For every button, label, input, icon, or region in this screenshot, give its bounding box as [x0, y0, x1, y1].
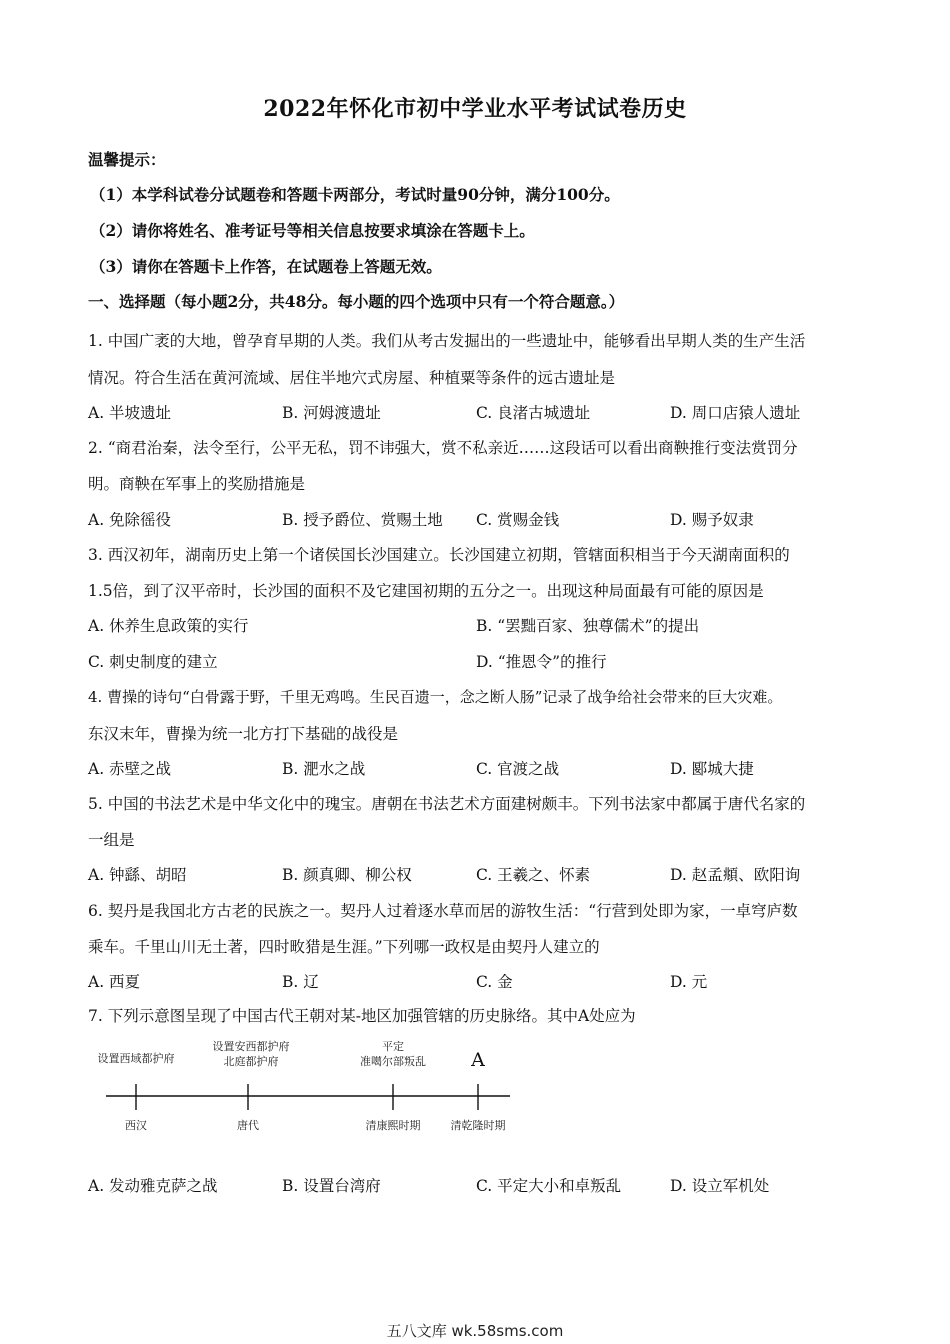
- question-7-line-1: 7. 下列示意图呈现了中国古代王朝对某-地区加强管辖的历史脉络。其中A处应为: [88, 1007, 636, 1025]
- question-6-option-b: B. 辽: [282, 973, 319, 991]
- question-2-option-b: B. 授予爵位、赏赐土地: [282, 511, 443, 529]
- question-2-option-a: A. 免除徭役: [88, 511, 172, 529]
- footer-watermark: 五八文库 wk.58sms.com: [386, 1322, 564, 1340]
- timeline-label-a: A: [471, 1049, 485, 1071]
- question-6-option-d: D. 元: [670, 973, 708, 991]
- timeline-label-pingding: 平定: [382, 1040, 404, 1053]
- question-6-option-a: A. 西夏: [88, 973, 141, 991]
- question-4-option-b: B. 淝水之战: [282, 760, 366, 778]
- question-1-option-b: B. 河姆渡遗址: [282, 404, 381, 422]
- question-2-line-2: 明。商鞅在军事上的奖励措施是: [88, 475, 306, 493]
- question-1-option-a: A. 半坡遗址: [88, 404, 172, 422]
- question-6-line-1: 6. 契丹是我国北方古老的民族之一。契丹人过着逐水草而居的游牧生活：“行营到处即为家，一卓穹庐数: [88, 902, 798, 920]
- question-3-line-1: 3. 西汉初年，湖南历史上第一个诸侯国长沙国建立。长沙国建立初期，管辖面积相当于今天湖南面积的: [88, 546, 790, 564]
- timeline-label-xiyu: 设置西域都护府: [97, 1052, 175, 1065]
- question-2-option-c: C. 赏赐金钱: [476, 511, 560, 529]
- question-5-option-b: B. 颜真卿、柳公权: [282, 866, 412, 884]
- timeline-era-qianlong: 清乾隆时期: [450, 1119, 506, 1132]
- timeline-diagram: [88, 1036, 528, 1142]
- question-3-option-b: B. “罢黜百家、独尊儒术”的提出: [476, 617, 700, 635]
- timeline-label-zhungeer: 准噶尔部叛乱: [360, 1055, 426, 1068]
- section-heading: 一、选择题（每小题2分，共48分。每小题的四个选项中只有一个符合题意。）: [88, 292, 625, 311]
- question-5-line-2: 一组是: [88, 831, 135, 849]
- question-6-option-c: C. 金: [476, 973, 513, 991]
- question-5-option-a: A. 钟繇、胡昭: [88, 866, 187, 884]
- tips-heading: 温馨提示：: [88, 150, 166, 169]
- question-3-option-d: D. “推恩令”的推行: [476, 653, 607, 671]
- timeline-era-kangxi: 清康熙时期: [365, 1119, 421, 1132]
- tip-item-1: （1）本学科试卷分试题卷和答题卡两部分，考试时量90分钟，满分100分。: [90, 185, 620, 204]
- question-1-line-1: 1. 中国广袤的大地，曾孕育早期的人类。我们从考古发掘出的一些遗址中，能够看出早期人类的生产生活: [88, 332, 806, 350]
- question-5-line-1: 5. 中国的书法艺术是中华文化中的瑰宝。唐朝在书法艺术方面建树颇丰。下列书法家中都属于唐代名家的: [88, 795, 806, 813]
- question-5-option-c: C. 王羲之、怀素: [476, 866, 591, 884]
- question-3-option-c: C. 刺史制度的建立: [88, 653, 218, 671]
- question-1-option-c: C. 良渚古城遗址: [476, 404, 591, 422]
- question-1-option-d: D. 周口店猿人遗址: [670, 404, 801, 422]
- timeline-era-xihan: 西汉: [125, 1119, 147, 1132]
- question-2-line-1: 2. “商君治秦，法令至行，公平无私，罚不讳强大，赏不私亲近……这段话可以看出商鞅推行变法赏罚分: [88, 439, 798, 457]
- tip-item-2: （2）请你将姓名、准考证号等相关信息按要求填涂在答题卡上。: [90, 221, 535, 240]
- question-4-option-d: D. 郾城大捷: [670, 760, 754, 778]
- question-4-option-c: C. 官渡之战: [476, 760, 560, 778]
- timeline-label-anxi: 设置安西都护府: [212, 1040, 290, 1053]
- question-3-line-2: 1.5倍，到了汉平帝时，长沙国的面积不及它建国初期的五分之一。出现这种局面最有可能的原因是: [88, 582, 764, 600]
- question-4-option-a: A. 赤壁之战: [88, 760, 172, 778]
- page-title: 2022年怀化市初中学业水平考试试卷历史: [263, 96, 687, 122]
- question-7-option-a: A. 发动雅克萨之战: [88, 1177, 218, 1195]
- question-5-option-d: D. 赵孟頫、欧阳询: [670, 866, 801, 884]
- question-4-line-1: 4. 曹操的诗句“白骨露于野，千里无鸡鸣。生民百遗一，念之断人肠”记录了战争给社会带来的巨大灾难。: [88, 688, 783, 706]
- question-7-option-d: D. 设立军机处: [670, 1177, 770, 1195]
- question-1-line-2: 情况。符合生活在黄河流域、居住半地穴式房屋、种植粟等条件的远古遗址是: [88, 369, 616, 387]
- question-3-option-a: A. 休养生息政策的实行: [88, 617, 249, 635]
- timeline-era-tang: 唐代: [237, 1119, 259, 1132]
- question-7-option-b: B. 设置台湾府: [282, 1177, 381, 1195]
- question-2-option-d: D. 赐予奴隶: [670, 511, 754, 529]
- timeline-label-beiting: 北庭都护府: [223, 1055, 279, 1068]
- question-6-line-2: 乘车。千里山川无土著，四时畋猎是生涯。”下列哪一政权是由契丹人建立的: [88, 938, 600, 956]
- tip-item-3: （3）请你在答题卡上作答，在试题卷上答题无效。: [90, 257, 442, 276]
- question-7-option-c: C. 平定大小和卓叛乱: [476, 1177, 622, 1195]
- question-4-line-2: 东汉末年，曹操为统一北方打下基础的战役是: [88, 725, 399, 743]
